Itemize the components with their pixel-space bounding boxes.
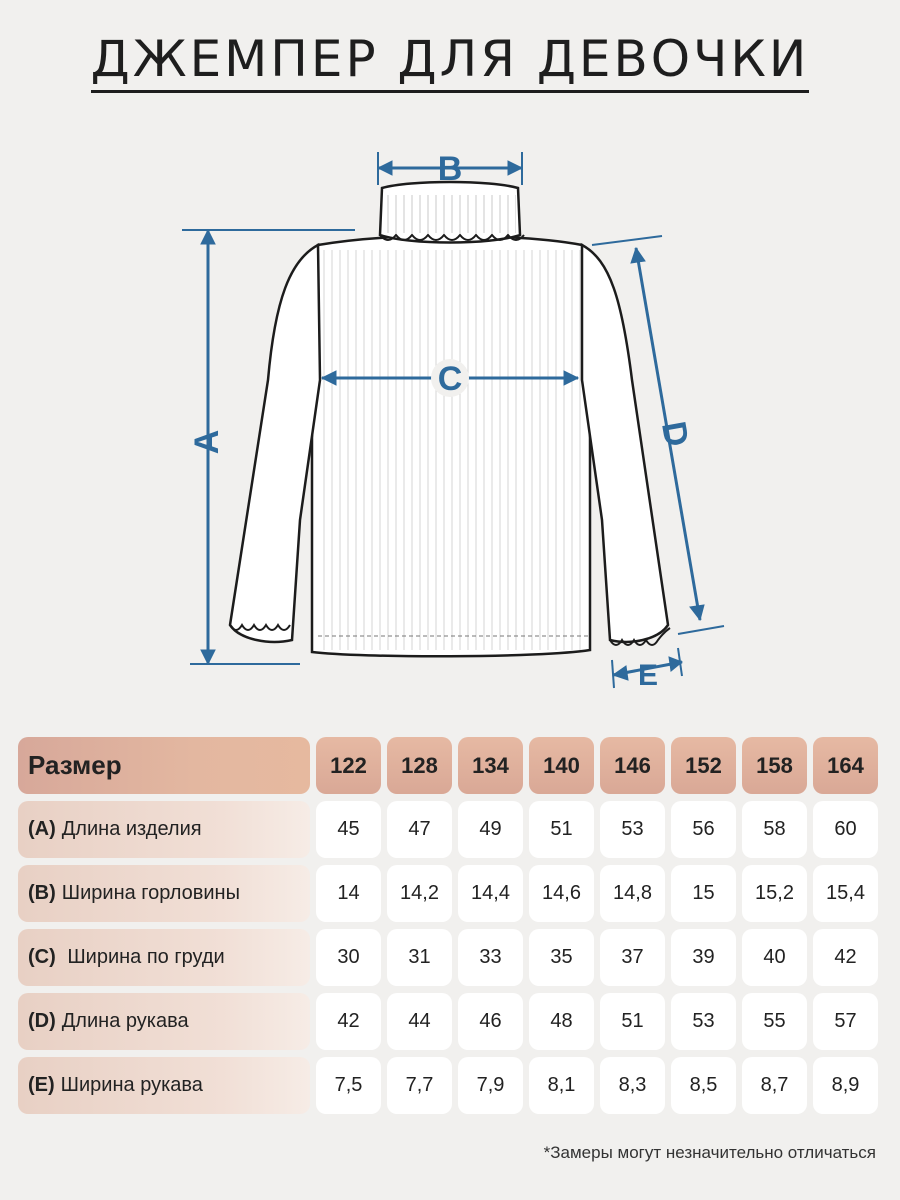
size-cell: 122 [316,737,381,794]
value-cell: 8,1 [529,1057,594,1114]
table-row [18,801,878,858]
size-cell: 164 [813,737,878,794]
value-cell: 15,4 [813,865,878,922]
value-cell: 47 [387,801,452,858]
value-cell: 14,8 [600,865,665,922]
value-cell: 14,2 [387,865,452,922]
value-cell: 31 [387,929,452,986]
size-cell: 140 [529,737,594,794]
row-label [18,801,310,858]
value-cell: 42 [813,929,878,986]
value-cell: 7,5 [316,1057,381,1114]
value-cell: 14,6 [529,865,594,922]
row-name: Длина рукава [61,1010,189,1032]
value-cell: 7,7 [387,1057,452,1114]
row-name: Ширина по груди [61,946,225,968]
value-cell: 44 [387,993,452,1050]
label-a: A [188,429,226,455]
size-cell: 146 [600,737,665,794]
size-cell: 128 [387,737,452,794]
row-code: (D) [28,1010,56,1032]
value-cell: 15 [671,865,736,922]
value-cell: 30 [316,929,381,986]
right-sleeve [582,245,668,642]
value-cell: 33 [458,929,523,986]
label-d: D [653,418,696,450]
value-cell: 8,7 [742,1057,807,1114]
size-cell: 158 [742,737,807,794]
row-label [18,993,310,1050]
table-row [18,1057,878,1114]
value-cell: 7,9 [458,1057,523,1114]
value-cell: 53 [600,801,665,858]
table-row [18,929,878,986]
value-cell: 8,3 [600,1057,665,1114]
value-cell: 15,2 [742,865,807,922]
row-label [18,929,310,986]
value-cell: 39 [671,929,736,986]
value-cell: 14,4 [458,865,523,922]
label-b: B [437,150,463,188]
value-cell: 58 [742,801,807,858]
table-row [18,993,878,1050]
row-code: (C) [28,946,56,968]
row-code: (B) [28,882,56,904]
value-cell: 14 [316,865,381,922]
sweater-drawing [230,182,670,656]
value-cell: 8,5 [671,1057,736,1114]
value-cell: 60 [813,801,878,858]
value-cell: 8,9 [813,1057,878,1114]
value-cell: 49 [458,801,523,858]
row-label [18,865,310,922]
page-title [0,30,900,88]
row-code: (A) [28,818,56,840]
value-cell: 57 [813,993,878,1050]
value-cell: 55 [742,993,807,1050]
value-cell: 46 [458,993,523,1050]
value-cell: 56 [671,801,736,858]
value-cell: 37 [600,929,665,986]
row-code: (E) [28,1074,55,1096]
table-header-row [18,737,878,794]
row-label [18,1057,310,1114]
value-cell: 51 [600,993,665,1050]
size-cell: 152 [671,737,736,794]
value-cell: 35 [529,929,594,986]
value-cell: 42 [316,993,381,1050]
row-name: Длина изделия [61,818,202,840]
label-e: E [637,659,659,692]
footnote: *Замеры могут незначительно отличаться [543,1143,876,1162]
header-label: Размер [18,737,310,794]
value-cell: 51 [529,801,594,858]
garment-measurement-diagram [0,130,900,700]
size-cell: 134 [458,737,523,794]
value-cell: 48 [529,993,594,1050]
value-cell: 45 [316,801,381,858]
size-table [18,737,878,1121]
left-sleeve [230,245,320,642]
row-name: Ширина рукава [60,1074,203,1096]
value-cell: 40 [742,929,807,986]
label-c: C [437,360,463,398]
table-row [18,865,878,922]
value-cell: 53 [671,993,736,1050]
title-text: ДЖЕМПЕР ДЛЯ ДЕВОЧКИ [91,30,810,93]
row-name: Ширина горловины [61,882,240,904]
